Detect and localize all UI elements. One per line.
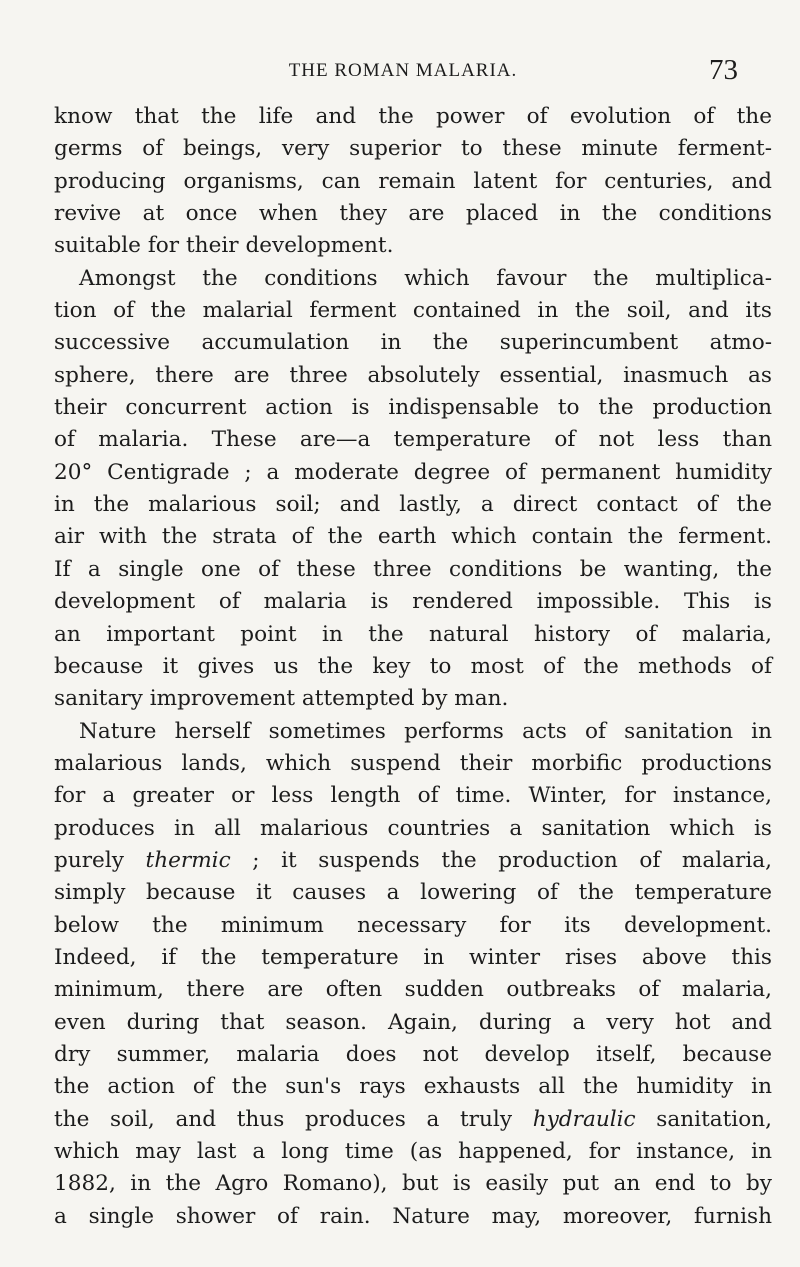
paragraph-start-line: Nature herself sometimes performs acts of sanitation in — [79, 718, 772, 744]
text-line: their concurrent action is indispensable to the production — [54, 395, 772, 421]
running-title: THE ROMAN MALARIA. — [288, 60, 518, 81]
text-line: development of malaria is rendered impossible. This is — [54, 589, 772, 615]
text-line: producing organisms, can remain latent for centuries, and — [54, 168, 772, 194]
text-line: air with the strata of the earth which contain the ferment. — [54, 524, 772, 550]
text-line: 1882, in the Agro Romano), but is easily put an end to by — [54, 1171, 772, 1197]
text-line: sanitary improvement attempted by man. — [54, 686, 509, 712]
text-line: Indeed, if the temperature in winter rises above this — [54, 944, 772, 970]
italic-term-thermic: thermic — [145, 847, 231, 873]
text-line: in the malarious soil; and lastly, a direct contact of the — [54, 492, 772, 518]
text-line: because it gives us the key to most of the methods of — [54, 653, 772, 679]
text-line: revive at once when they are placed in the conditions — [54, 201, 772, 227]
text-line: simply because it causes a lowering of the temperature — [54, 880, 772, 906]
text-line: below the minimum necessary for its development. — [54, 912, 772, 938]
text-fragment: ; it suspends the production of malaria, — [230, 847, 772, 873]
text-line — [54, 1104, 772, 1136]
text-line: minimum, there are often sudden outbreaks of malaria, — [54, 977, 772, 1003]
text-line: If a single one of these three conditions be wanting, the — [54, 556, 772, 582]
text-line: produces in all malarious countries a sanitation which is — [54, 815, 772, 841]
text-line: suitable for their development. — [54, 233, 394, 259]
text-line: a single shower of rain. Nature may, moreover, furnish — [54, 1203, 772, 1229]
text-line — [54, 845, 772, 877]
text-line: which may last a long time (as happened, for instance, in — [54, 1139, 772, 1164]
text-line: tion of the malarial ferment contained in the soil, and its — [54, 298, 772, 324]
text-line: dry summer, malaria does not develop itself, because — [54, 1041, 772, 1067]
text-fragment: sanitation, — [635, 1106, 772, 1132]
text-fragment: the soil, and thus produces a truly — [54, 1106, 533, 1132]
text-line: even during that season. Again, during a very hot and — [54, 1009, 772, 1035]
page-number: 73 — [709, 54, 738, 86]
running-head — [68, 54, 738, 88]
text-line: successive accumulation in the superincumbent atmo- — [54, 330, 772, 356]
text-line: for a greater or less length of time. Winter, for instance, — [54, 783, 772, 809]
italic-term-hydraulic: hydraulic — [532, 1106, 636, 1132]
text-line: know that the life and the power of evolution of the — [54, 104, 772, 129]
text-line: 20° Centigrade ; a moderate degree of permanent humidity — [54, 459, 772, 485]
text-line: of malaria. These are—a temperature of not less than — [54, 427, 772, 453]
text-line: malarious lands, which suspend their morbific productions — [54, 750, 772, 776]
body-text — [54, 101, 772, 1233]
text-line: sphere, there are three absolutely essential, inasmuch as — [54, 362, 772, 388]
text-line: germs of beings, very superior to these minute ferment- — [54, 136, 772, 162]
text-line: the action of the sun's rays exhausts all the humidity in — [54, 1074, 772, 1100]
text-fragment: purely — [54, 847, 146, 873]
text-line: an important point in the natural history of malaria, — [54, 621, 772, 647]
paragraph-start-line: Amongst the conditions which favour the multiplica- — [79, 265, 772, 291]
